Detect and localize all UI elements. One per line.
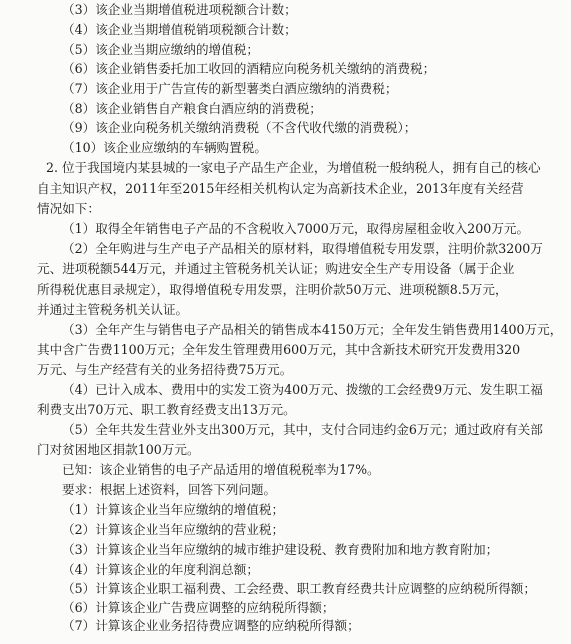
q2-intro-line-2: 自主知识产权，2011年至2015年经相关机构认定为高新技术企业，2013年度有关经营 (37, 181, 524, 196)
q2-fact-3-line-2: 其中含广告费1100万元；全年发生管理费用600万元，其中含新技术研究开发费用320 (37, 342, 521, 357)
q2-question-6: （6）计算该企业广告费应调整的应纳税所得额； (62, 600, 335, 615)
q2-fact-2-line-2: 元、进项税额544万元，并通过主管税务机关认证；购进安全生产专用设备（属于企业 (37, 261, 515, 276)
q1-item-3: （3）该企业当期增值税进项税额合计数； (62, 2, 297, 17)
q2-fact-4-line-2: 利费支出70万元、职工教育经费支出13万元。 (37, 402, 296, 417)
q2-fact-2-line-3: 所得税优惠目录规定），取得增值税专用发票，注明价款50万元、进项税额8.5万元， (37, 282, 508, 297)
q2-fact-3-line-1: （3）全年产生与销售电子产品相关的销售成本4150万元；全年发生销售费用1400万元， (62, 322, 563, 337)
q1-item-8: （8）该企业销售自产粮食白酒应纳的消费税； (62, 101, 322, 116)
q1-item-7: （7）该企业用于广告宣传的新型薯类白酒应缴纳的消费税； (62, 81, 398, 96)
q2-intro-line-3: 情况如下： (37, 201, 100, 216)
q2-fact-5-line-1: （5）全年共发生营业外支出300万元，其中，支付合同违约金6万元；通过政府有关部 (62, 422, 543, 437)
q2-fact-3-line-3: 万元、与生产经营有关的业务招待费75万元。 (37, 362, 293, 377)
q2-fact-5-line-2: 门对贫困地区捐款100万元。 (37, 442, 200, 457)
q2-question-5: （5）计算该企业职工福利费、工会经费、职工教育经费共计应调整的应纳税所得额； (62, 581, 536, 596)
q1-item-6: （6）该企业销售委托加工收回的酒精应向税务机关缴纳的消费税； (62, 61, 436, 76)
q2-fact-2-line-4: 并通过主管税务机关认证。 (37, 302, 189, 317)
q2-question-2: （2）计算该企业当年应缴纳的营业税； (62, 522, 285, 537)
q2-question-7: （7）计算该企业业务招待费应调整的应纳税所得额； (62, 618, 360, 633)
q1-item-10: （10）该企业应缴纳的车辆购置税。 (62, 140, 267, 155)
q2-question-4: （4）计算该企业的年度利润总额； (62, 562, 259, 577)
q1-item-9: （9）该企业向税务机关缴纳消费税（不含代收代缴的消费税）； (62, 120, 417, 135)
q2-intro-line-1: 2. 位于我国境内某县城的一家电子产品生产企业，为增值税一般纳税人，拥有自己的核心 (46, 160, 541, 175)
q1-item-5: （5）该企业当期应缴纳的增值税； (62, 42, 259, 57)
q2-question-1: （1）计算该企业当年应缴纳的增值税； (62, 502, 285, 517)
q1-item-4: （4）该企业当期增值税销项税额合计数； (62, 22, 297, 37)
q2-fact-2-line-1: （2）全年购进与生产电子产品相关的原材料，取得增值税专用发票，注明价款3200万 (62, 241, 543, 256)
q2-question-3: （3）计算该企业当年应缴纳的城市维护建设税、教育费附加和地方教育附加； (62, 542, 499, 557)
q2-request: 要求：根据上述资料，回答下列问题。 (62, 482, 277, 497)
q2-fact-1: （1）取得全年销售电子产品的不含税收入7000万元，取得房屋租金收入200万元。 (62, 221, 530, 236)
q2-known-note: 已知：该企业销售的电子产品适用的增值税税率为17%。 (62, 462, 380, 477)
q2-fact-4-line-1: （4）已计入成本、费用中的实发工资为400万元、拨缴的工会经费9万元、发生职工福 (62, 382, 543, 397)
